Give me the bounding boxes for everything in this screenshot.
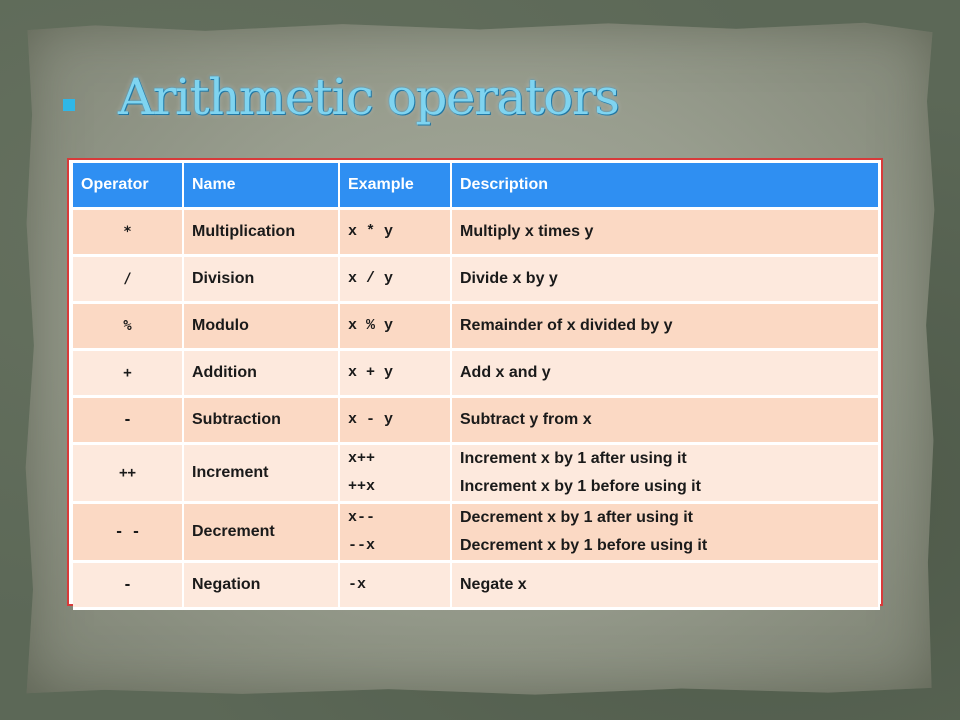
cell-name: Multiplication bbox=[183, 209, 339, 256]
header-name: Name bbox=[183, 163, 339, 209]
cell-operator: + bbox=[73, 350, 183, 397]
cell-example bbox=[339, 444, 451, 503]
cell-operator: / bbox=[73, 256, 183, 303]
example-line: x / y bbox=[348, 270, 394, 287]
description-line: Negate x bbox=[460, 576, 527, 593]
description-line: Increment x by 1 after using it bbox=[460, 450, 687, 467]
cell-example bbox=[339, 397, 451, 444]
table-row bbox=[73, 562, 879, 609]
cell-name: Subtraction bbox=[183, 397, 339, 444]
cell-operator: - bbox=[73, 562, 183, 609]
description-line: Remainder of x divided by y bbox=[460, 317, 673, 334]
cell-example bbox=[339, 256, 451, 303]
cell-description bbox=[451, 256, 879, 303]
description-line: Increment x by 1 before using it bbox=[460, 478, 701, 495]
table-row bbox=[73, 209, 879, 256]
example-line: x * y bbox=[348, 223, 394, 240]
table-row bbox=[73, 350, 879, 397]
cell-description bbox=[451, 303, 879, 350]
description-line: Add x and y bbox=[460, 364, 551, 381]
example-line: x-- bbox=[348, 509, 376, 526]
example-line: x + y bbox=[348, 364, 394, 381]
table-row bbox=[73, 444, 879, 503]
cell-name: Modulo bbox=[183, 303, 339, 350]
cell-operator: - - bbox=[73, 503, 183, 562]
table-row bbox=[73, 397, 879, 444]
operators-table bbox=[73, 163, 880, 610]
header-operator: Operator bbox=[73, 163, 183, 209]
cell-operator: ++ bbox=[73, 444, 183, 503]
example-line: -x bbox=[348, 576, 367, 593]
cell-example bbox=[339, 562, 451, 609]
table-row bbox=[73, 503, 879, 562]
cell-example bbox=[339, 503, 451, 562]
description-line: Decrement x by 1 before using it bbox=[460, 537, 708, 554]
description-line: Divide x by y bbox=[460, 270, 558, 287]
description-line: Decrement x by 1 after using it bbox=[460, 509, 693, 526]
cell-operator: * bbox=[73, 209, 183, 256]
table-row bbox=[73, 256, 879, 303]
example-line: ++x bbox=[348, 478, 376, 495]
cell-name: Division bbox=[183, 256, 339, 303]
description-line: Subtract y from x bbox=[460, 411, 592, 428]
cell-description bbox=[451, 562, 879, 609]
cell-name: Increment bbox=[183, 444, 339, 503]
cell-operator: - bbox=[73, 397, 183, 444]
header-description: Description bbox=[451, 163, 879, 209]
cell-example bbox=[339, 209, 451, 256]
example-line: x % y bbox=[348, 317, 394, 334]
cell-name: Decrement bbox=[183, 503, 339, 562]
title-bullet bbox=[63, 99, 75, 111]
header-example: Example bbox=[339, 163, 451, 209]
table-row bbox=[73, 303, 879, 350]
example-line: x - y bbox=[348, 411, 394, 428]
table-header-row bbox=[73, 163, 879, 209]
cell-example bbox=[339, 350, 451, 397]
cell-name: Addition bbox=[183, 350, 339, 397]
operators-table-frame bbox=[67, 158, 883, 606]
cell-description bbox=[451, 397, 879, 444]
cell-operator: % bbox=[73, 303, 183, 350]
cell-description bbox=[451, 503, 879, 562]
description-line: Multiply x times y bbox=[460, 223, 594, 240]
cell-name: Negation bbox=[183, 562, 339, 609]
cell-description bbox=[451, 209, 879, 256]
cell-description bbox=[451, 444, 879, 503]
example-line: x++ bbox=[348, 450, 376, 467]
cell-example bbox=[339, 303, 451, 350]
cell-description bbox=[451, 350, 879, 397]
slide-title: Arithmetic operators bbox=[118, 68, 619, 126]
example-line: --x bbox=[348, 537, 376, 554]
